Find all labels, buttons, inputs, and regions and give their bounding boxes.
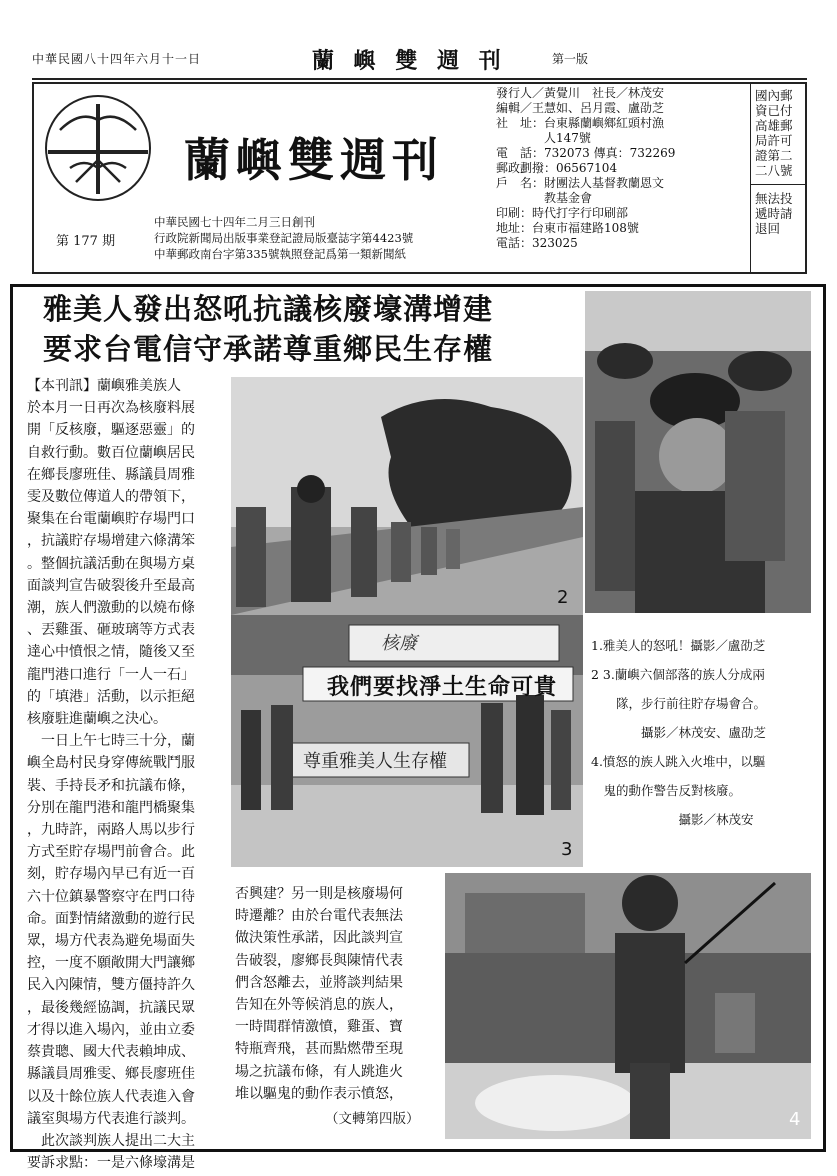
text-line: 民入內陳情，雙方僵持許久 xyxy=(27,977,195,994)
info-line: 電 話：732073 傳真：732269 xyxy=(496,146,676,160)
headline xyxy=(43,289,493,369)
text-line: 雯及數位傳道人的帶領下， xyxy=(27,489,195,506)
text-line: 六十位鎮暴警察守在門口待 xyxy=(27,888,195,905)
text-line: 在鄉長廖班佳、縣議員周雅 xyxy=(27,466,195,483)
text-line: ，九時許，兩路人馬以步行 xyxy=(27,822,195,839)
registration-block xyxy=(154,214,413,262)
text-line: 的「填港」活動，以示拒絕 xyxy=(27,688,195,705)
article-frame xyxy=(10,284,826,1172)
text-line: 控，一度不願敞開大門讓鄉 xyxy=(27,955,195,972)
caption-line: 隊，步行前往貯存場會合。 xyxy=(591,696,767,711)
text-line: 命。面對情緒激動的遊行民 xyxy=(27,910,195,927)
publisher-info xyxy=(496,86,746,251)
text-line: ，最後幾經協調，抗議民眾 xyxy=(27,999,195,1016)
headline-line-2: 要求台電信守承諾尊重鄉民生存權 xyxy=(43,332,494,366)
text-line: 聚集在台電蘭嶼貯存場門口 xyxy=(27,511,195,528)
info-line: 教基金會 xyxy=(496,191,593,205)
photo-3 xyxy=(231,615,583,867)
text-line: 刻，貯存場內早已有近一百 xyxy=(27,866,195,883)
photo-number-3: 3 xyxy=(561,839,573,860)
caption-line: 2 3.蘭嶼六個部落的族人分成兩 xyxy=(591,667,765,682)
text-line: 一日上午七時三十分，蘭 xyxy=(27,733,195,750)
registration-line-2: 中華郵政南台字第335號執照登記爲第一類新聞紙 xyxy=(154,247,406,261)
photo-2 xyxy=(231,377,583,615)
text-line: 裝、手持長矛和抗議布條， xyxy=(27,777,195,794)
text-line: 時遷離？由於台電代表無法 xyxy=(235,908,403,925)
text-line: 龍門港口進行「一人一石」 xyxy=(27,666,195,683)
info-line: 發行人／黃覺川 社長／林茂安 xyxy=(496,86,665,100)
info-line: 電話：323025 xyxy=(496,236,578,250)
issue-date: 中華民國八十四年六月十一日 xyxy=(32,52,202,66)
text-line: 議室與場方代表進行談判。 xyxy=(27,1110,195,1127)
text-line: 潮，族人們激動的以燒布條 xyxy=(27,600,195,617)
text-line: 此次談判族人提出二大主 xyxy=(27,1132,195,1149)
text-line: 於本月一日再次為核廢料展 xyxy=(27,400,195,417)
continued-note: （文轉第四版） xyxy=(325,1111,420,1127)
caption-line: 1.雅美人的怒吼！攝影／盧劭芝 xyxy=(591,638,766,653)
text-line: 達心中憤恨之情，隨後又至 xyxy=(27,644,195,661)
info-line: 地址：台東市福建路108號 xyxy=(496,221,639,235)
postal-box xyxy=(750,84,805,272)
photo-number-4: 4 xyxy=(789,1109,801,1130)
issue-number: 第 177 期 xyxy=(56,234,116,249)
article-column-2 xyxy=(235,883,439,1105)
text-line: 要訴求點：一是六條壕溝是 xyxy=(27,1155,195,1172)
postal-permit: 國內郵資已付高雄郵局許可證第二二八號 xyxy=(755,88,793,178)
text-line: 核廢駐進蘭嶼之決心。 xyxy=(27,711,167,728)
text-line: 【本刊訊】蘭嶼雅美族人 xyxy=(27,378,181,394)
founded-line: 中華民國七十四年二月三日創刊 xyxy=(154,215,315,229)
text-line: 嶼全島村民身穿傳統戰鬥服 xyxy=(27,755,195,772)
info-line: 印刷：時代打字行印刷部 xyxy=(496,206,629,220)
banner-text-2: 尊重雅美人生存權 xyxy=(303,751,447,772)
paper-title-small: 蘭 嶼 雙 週 刊 xyxy=(312,48,507,74)
info-line: 編輯／王慧如、呂月霞、盧劭芝 xyxy=(496,101,665,115)
text-line: 否興建？另一則是核廢場何 xyxy=(235,886,403,902)
text-line: 眾，場方代表為避免場面失 xyxy=(27,933,195,950)
text-line: 才得以進入場內，並由立委 xyxy=(27,1021,195,1038)
text-line: 堆以驅鬼的動作表示憤怒， xyxy=(235,1085,403,1102)
text-line: ，抗議貯存場增建六條溝笨 xyxy=(27,533,195,550)
caption-line: 攝影／林茂安 xyxy=(591,812,754,827)
text-line: 告破裂，廖鄉長與陳情代表 xyxy=(235,952,403,969)
text-line: 自救行動。數百位蘭嶼居民 xyxy=(27,444,195,461)
masthead xyxy=(32,82,807,274)
text-line: 、丟雞蛋、砸玻璃等方式表 xyxy=(27,622,195,639)
caption-line: 攝影／林茂安、盧劭芝 xyxy=(591,725,767,740)
caption-line: 鬼的動作警告反對核廢。 xyxy=(591,783,742,798)
text-line: 縣議員周雅雯、鄉長廖班佳 xyxy=(27,1066,195,1083)
text-line: 方式至貯存場門前會合。此 xyxy=(27,844,195,861)
photo-4 xyxy=(445,873,811,1139)
photo-1 xyxy=(585,291,811,613)
text-line: 特瓶齊飛，甚而點燃帶至現 xyxy=(235,1041,403,1058)
banner-text-3: 核廢 xyxy=(381,633,417,654)
text-line: 分別在龍門港和龍門橋聚集 xyxy=(27,799,195,816)
text-line: 以及十餘位族人代表進入會 xyxy=(27,1088,195,1105)
info-line: 人147號 xyxy=(496,131,591,145)
text-line: 蔡貴聰、國大代表賴坤成、 xyxy=(27,1044,195,1061)
info-line: 郵政劃撥：06567104 xyxy=(496,161,618,175)
edition-label: 第一版 xyxy=(552,52,589,66)
photo-number-2: 2 xyxy=(557,587,569,608)
text-line: 做決策性承諾，因此談判宣 xyxy=(235,930,403,947)
text-line: 們含怒離去，並將談判結果 xyxy=(235,974,403,991)
text-line: 。整個抗議活動在與場方桌 xyxy=(27,555,195,572)
masthead-title: 蘭嶼雙週刊 xyxy=(184,133,444,187)
text-line: 開「反核廢，驅逐惡靈」的 xyxy=(27,422,195,439)
text-line: 面談判宣告破裂後升至最高 xyxy=(27,577,195,594)
registration-line-1: 行政院新聞局出版事業登記證局版臺誌字第4423號 xyxy=(154,231,414,245)
undeliverable-note: 無法投遞時請退回 xyxy=(755,191,793,236)
banner-text-1: 我們要找淨土生命可貴 xyxy=(327,674,558,700)
headline-line-1: 雅美人發出怒吼抗議核廢壕溝增建 xyxy=(43,292,494,326)
text-line: 告知在外等候消息的族人， xyxy=(235,997,403,1014)
article-column-1 xyxy=(27,375,229,1174)
info-line: 社 址：台東縣蘭嶼鄉紅頭村漁 xyxy=(496,116,665,130)
top-bar xyxy=(32,42,807,80)
photo-captions xyxy=(591,631,817,834)
logo-icon xyxy=(40,90,156,206)
text-line: 場之抗議布條，有人跳進火 xyxy=(235,1063,403,1080)
caption-line: 4.憤怒的族人跳入火堆中，以驅 xyxy=(591,754,766,769)
info-line: 戶 名：財團法人基督教蘭恩文 xyxy=(496,176,665,190)
text-line: 一時間群情激憤，雞蛋、寶 xyxy=(235,1019,403,1036)
